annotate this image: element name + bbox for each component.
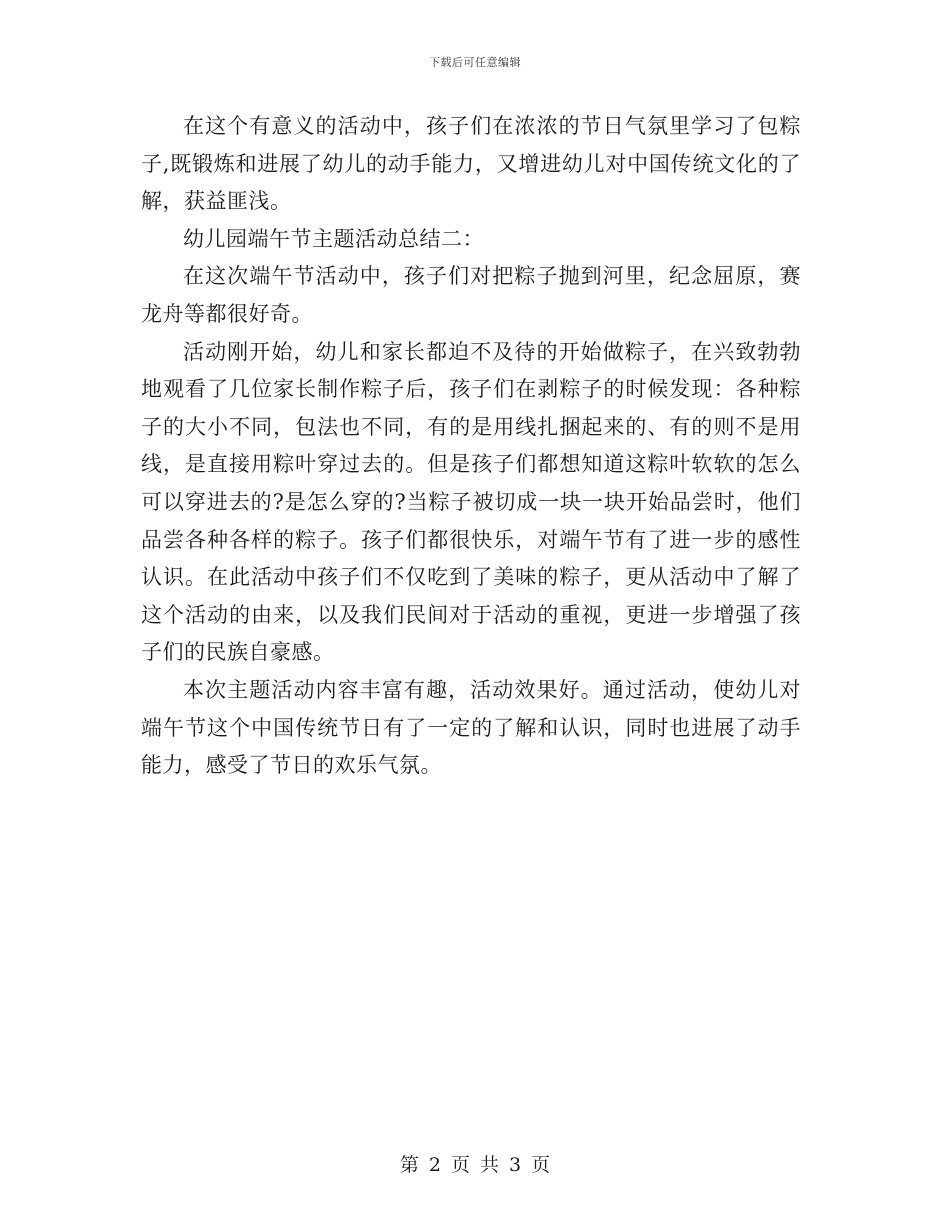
document-body [141,108,801,785]
page-number: 第 2 页 共 3 页 [399,1154,551,1176]
paragraph-conclusion: 本次主题活动内容丰富有趣，活动效果好。通过活动，使幼儿对端午节这个中国传统节日有了一定的了解和认识，同时也进展了动手能力，感受了节日的欢乐气氛。 [141,677,801,778]
page-header-note: 下载后可任意编辑 [429,56,521,69]
paragraph-activity-summary: 在这个有意义的活动中，孩子们在浓浓的节日气氛里学习了包粽子,既锻炼和进展了幼儿的动手能力，又增进幼儿对中国传统文化的了解，获益匪浅。 [141,114,801,214]
paragraph-making-zongzi: 活动刚开始，幼儿和家长都迫不及待的开始做粽子，在兴致勃勃地观看了几位家长制作粽子后，孩子们在剥粽子的时候发现：各种粽子的大小不同，包法也不同，有的是用线扎捆起来的、有的则不是用线，是直接用粽叶穿过去的。但是孩子们都想知道这粽叶软软的怎么可以穿进去的?是怎么穿的?当粽子被切成一块一块开始品尝时，他们品尝各种各样的粽子。孩子们都很快乐，对端午节有了进一步的感性认识。在此活动中孩子们不仅吃到了美味的粽子，更从活动中了解了这个活动的由来，以及我们民间对于活动的重视，更进一步增强了孩子们的民族自豪感。 [141,339,801,665]
paragraph-curiosity: 在这次端午节活动中，孩子们对把粽子抛到河里，纪念屈原，赛龙舟等都很好奇。 [141,264,801,326]
section-heading-summary-two: 幼儿园端午节主题活动总结二： [183,226,484,251]
